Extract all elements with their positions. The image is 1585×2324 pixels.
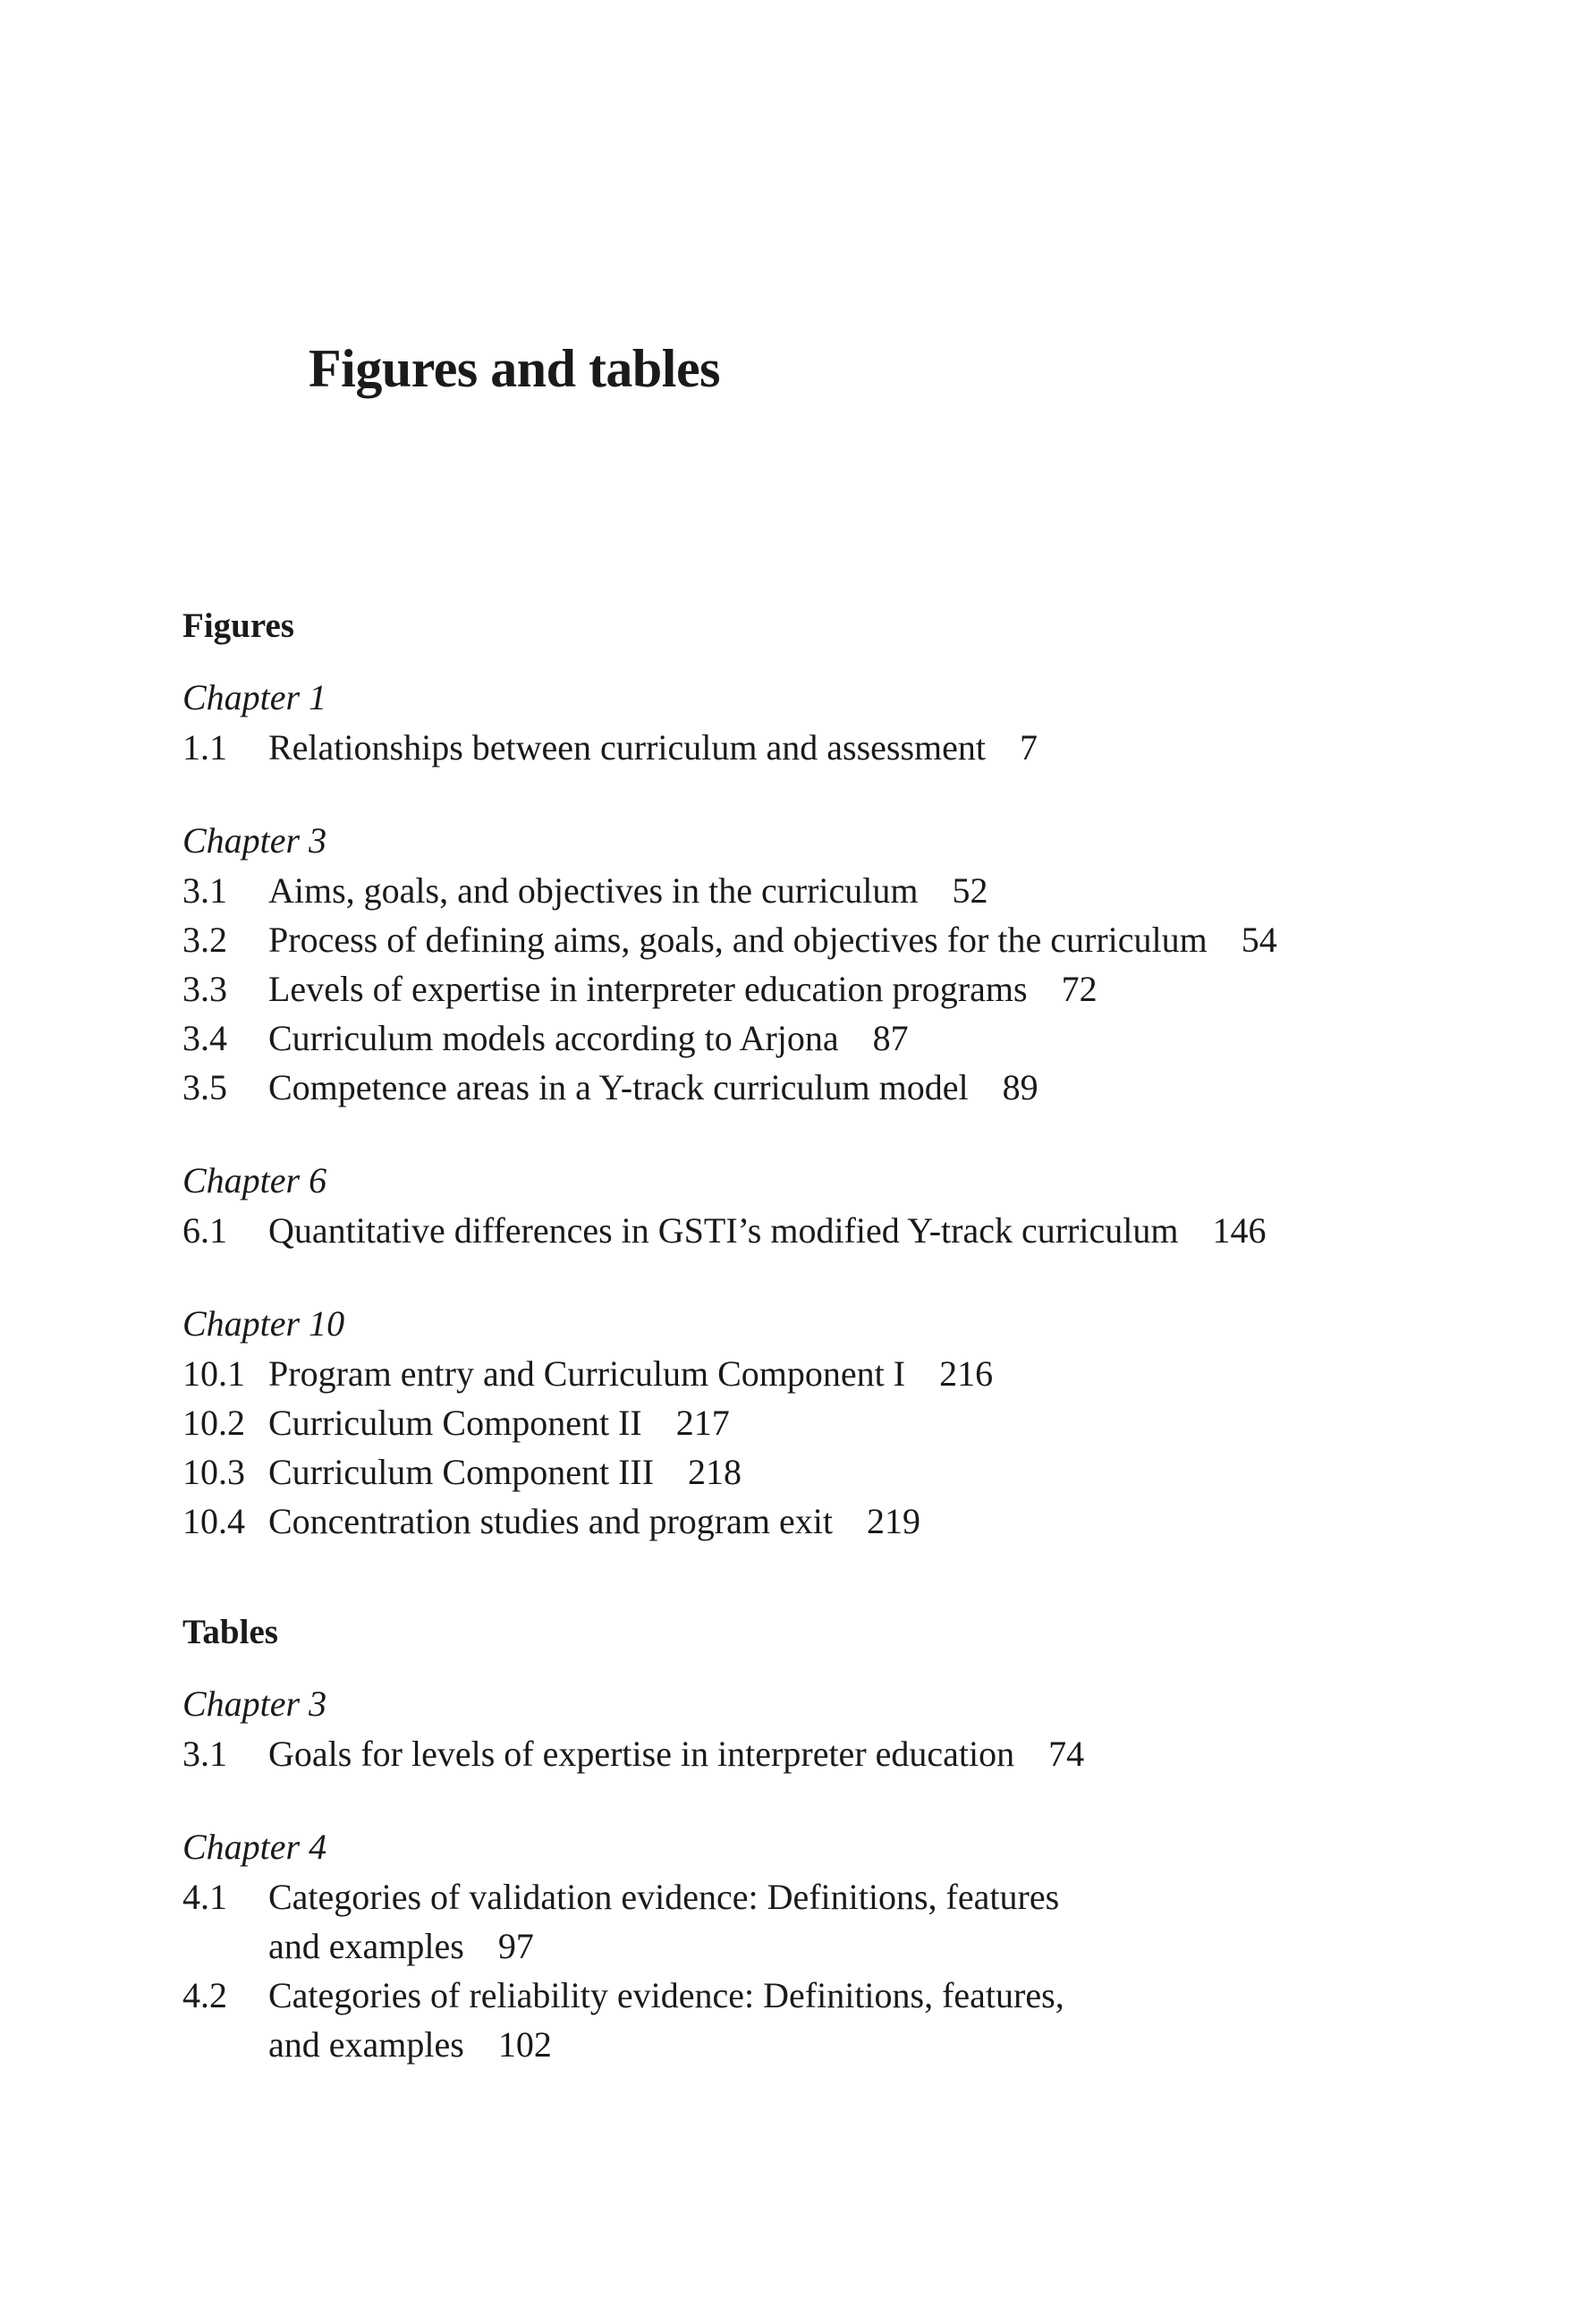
- entry-title-line: [268, 1014, 1435, 1063]
- entry-title: [268, 1971, 1435, 2069]
- entry-page-number: 146: [1212, 1210, 1267, 1251]
- entry-page-number: 54: [1241, 920, 1277, 960]
- entry-number: 3.2: [182, 920, 227, 960]
- list-entry: [182, 1729, 1435, 1778]
- entry-title-text: Categories of validation evidence: Definitions, features: [268, 1877, 1060, 1917]
- entry-number: 3.5: [182, 1067, 227, 1107]
- entry-title-line: [268, 1872, 1435, 1921]
- entry-title-text: Program entry and Curriculum Component I: [268, 1353, 906, 1394]
- entry-title-text: Quantitative differences in GSTI’s modified Y-track curriculum: [268, 1210, 1179, 1251]
- entry-title-text: Competence areas in a Y-track curriculum model: [268, 1067, 969, 1107]
- entry-title: [268, 1729, 1435, 1778]
- list-entry: [182, 1447, 1435, 1497]
- entry-title: [268, 964, 1435, 1014]
- entry-page-number: 97: [497, 1926, 534, 1966]
- entry-page-number: 7: [1020, 727, 1038, 768]
- entry-page-number: 216: [939, 1353, 994, 1394]
- entry-page-number: 217: [675, 1403, 730, 1443]
- entry-list: [182, 1206, 1435, 1255]
- entry-title: [268, 1447, 1435, 1497]
- list-entry: [182, 1971, 1435, 2069]
- entry-title-line: [268, 1398, 1435, 1447]
- entry-title-line: [268, 1447, 1435, 1497]
- list-entry: [182, 866, 1435, 915]
- list-entry: [182, 1349, 1435, 1398]
- entry-number: 10.3: [182, 1452, 245, 1492]
- entry-title: [268, 723, 1435, 772]
- chapter-label: Chapter 6: [182, 1160, 327, 1200]
- entry-title-text: Levels of expertise in interpreter education programs: [268, 969, 1028, 1009]
- entry-number: 1.1: [182, 727, 227, 768]
- entry-title-text: Goals for levels of expertise in interpreter education: [268, 1734, 1015, 1774]
- chapter-label: Chapter 3: [182, 1684, 327, 1724]
- chapter-label: Chapter 1: [182, 677, 327, 717]
- entry-title-text: Curriculum models according to Arjona: [268, 1018, 839, 1058]
- entry-title: [268, 1349, 1435, 1398]
- entry-number: 3.3: [182, 969, 227, 1009]
- entry-title: [268, 915, 1435, 964]
- entry-number: 10.2: [182, 1403, 245, 1443]
- entry-number: 4.1: [182, 1877, 227, 1917]
- entry-list: [182, 1729, 1435, 1778]
- entry-number: 3.1: [182, 870, 227, 911]
- entry-title: [268, 1497, 1435, 1546]
- entry-title: [268, 1014, 1435, 1063]
- entry-title-text: Relationships between curriculum and assessment: [268, 727, 987, 768]
- entry-title-text: Curriculum Component III: [268, 1452, 655, 1492]
- list-entry: [182, 915, 1435, 964]
- chapter-label: Chapter 3: [182, 820, 327, 861]
- chapter-label: Chapter 4: [182, 1827, 327, 1867]
- figures-heading: Figures: [182, 606, 294, 645]
- list-entry: [182, 1872, 1435, 1971]
- entry-title-line: [268, 866, 1435, 915]
- entry-title-line: [268, 915, 1435, 964]
- list-entry: [182, 1206, 1435, 1255]
- entry-list: [182, 866, 1435, 1112]
- page-title: Figures and tables: [309, 339, 720, 398]
- entry-page-number: 218: [688, 1452, 742, 1492]
- entry-title-line: [268, 723, 1435, 772]
- entry-list: [182, 723, 1435, 772]
- chapter-label: Chapter 10: [182, 1303, 345, 1344]
- entry-page-number: 87: [872, 1018, 909, 1058]
- entry-title-text: Aims, goals, and objectives in the curriculum: [268, 870, 919, 911]
- entry-number: 3.4: [182, 1018, 227, 1058]
- list-entry: [182, 1497, 1435, 1546]
- entry-number: 3.1: [182, 1734, 227, 1774]
- entry-page-number: 72: [1061, 969, 1098, 1009]
- entry-title-text: Curriculum Component II: [268, 1403, 642, 1443]
- entry-title-line: [268, 1921, 1435, 1971]
- entry-title-line: [268, 1497, 1435, 1546]
- entry-title-line: [268, 1206, 1435, 1255]
- entry-title-line: [268, 964, 1435, 1014]
- entry-title-text: and examples: [268, 2024, 464, 2065]
- entry-page-number: 52: [952, 870, 988, 911]
- entry-page-number: 89: [1002, 1067, 1038, 1107]
- entry-title-text: Concentration studies and program exit: [268, 1501, 833, 1541]
- tables-heading: Tables: [182, 1613, 278, 1651]
- entry-page-number: 74: [1048, 1734, 1085, 1774]
- entry-title-line: [268, 1063, 1435, 1112]
- entry-title: [268, 1872, 1435, 1971]
- entry-title-line: [268, 1971, 1435, 2020]
- entry-title: [268, 1206, 1435, 1255]
- entry-title-line: [268, 1349, 1435, 1398]
- entry-title-text: Categories of reliability evidence: Definitions, features,: [268, 1975, 1064, 2015]
- entry-title-text: and examples: [268, 1926, 464, 1966]
- list-entry: [182, 1063, 1435, 1112]
- list-entry: [182, 1398, 1435, 1447]
- entry-page-number: 219: [866, 1501, 920, 1541]
- entry-title-line: [268, 1729, 1435, 1778]
- entry-title-line: [268, 2020, 1435, 2069]
- entry-list: [182, 1349, 1435, 1546]
- list-entry: [182, 964, 1435, 1014]
- entry-list: [182, 1872, 1435, 2069]
- entry-number: 10.4: [182, 1501, 245, 1541]
- entry-page-number: 102: [497, 2024, 552, 2065]
- entry-number: 10.1: [182, 1353, 245, 1394]
- list-entry: [182, 723, 1435, 772]
- entry-title: [268, 1063, 1435, 1112]
- entry-title: [268, 866, 1435, 915]
- entry-title-text: Process of defining aims, goals, and objectives for the curriculum: [268, 920, 1208, 960]
- entry-title: [268, 1398, 1435, 1447]
- list-entry: [182, 1014, 1435, 1063]
- entry-number: 6.1: [182, 1210, 227, 1251]
- entry-number: 4.2: [182, 1975, 227, 2015]
